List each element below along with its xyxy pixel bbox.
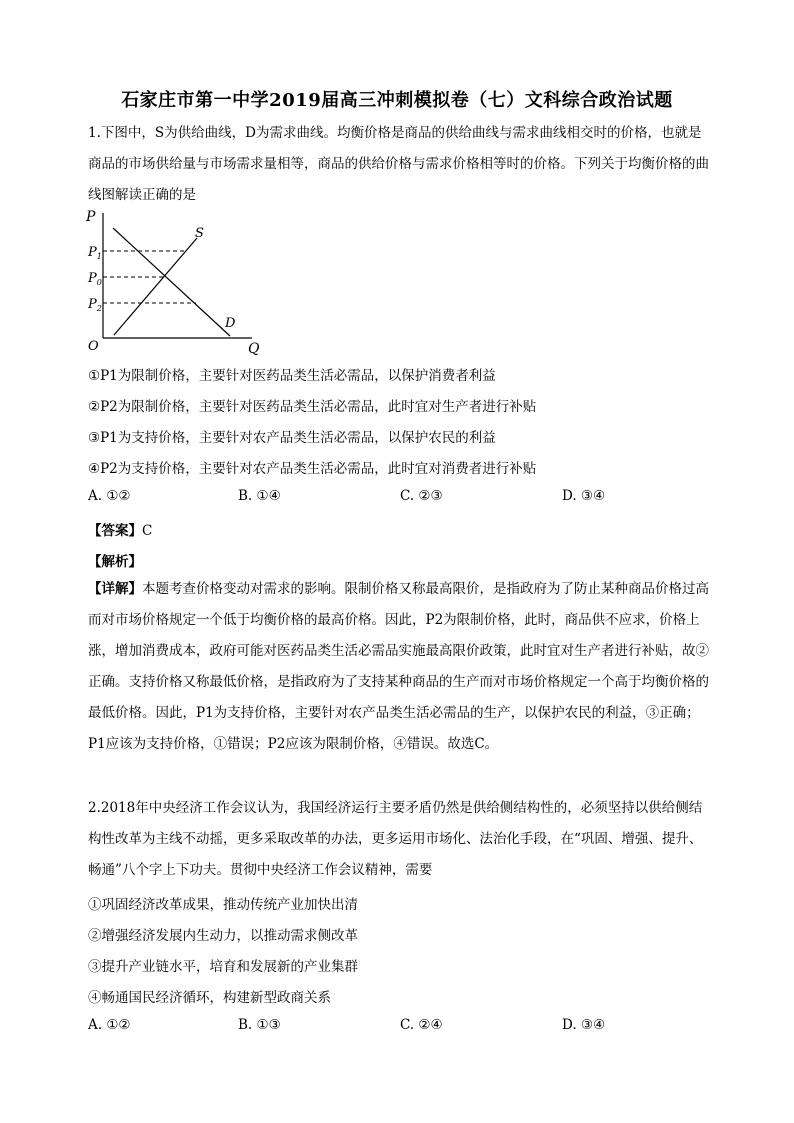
- supply-curve: [114, 238, 197, 335]
- q2-option-a: A. ①②: [88, 1017, 131, 1033]
- axis-p-label: P: [86, 209, 96, 225]
- p1-label: $P_1$: [88, 245, 102, 261]
- q1-option-a: A. ①②: [88, 488, 131, 504]
- origin-label: O: [88, 339, 99, 354]
- detail-text: 本题考查价格变动对需求的影响。限制价格又称最高限价，是指政府为了防止某种商品价格过高而对市场价格规定一个低于均衡价格的最高价格。因此，P2为限制价格，此时，商品供不应求，价格上涨，增加消费成本，政府可能对医药品类生活必需品实施最高限价政策，此时宜对生产者进行补贴，故②正确。支持价格又称最低价格，是指政府为了支持某种商品的生产而对市场价格规定一个高于均衡价格的最低价格。因此，P1为支持价格，主要针对农产品类生活必需品的生产，以保护农民的利益，③正确；P1应该为支持价格，①错误；P2应该为限制价格，④错误。故选C。: [88, 581, 709, 752]
- q2-option-b: B. ①③: [238, 1017, 281, 1033]
- page-title: 石家庄市第一中学2019届高三冲刺模拟卷（七）文科综合政治试题: [121, 90, 673, 111]
- supply-demand-figure: [80, 205, 270, 360]
- axis-q-label: Q: [248, 341, 260, 357]
- q2-option-c: C. ②④: [400, 1017, 443, 1033]
- q1-option-d: D. ③④: [562, 488, 606, 504]
- q1-item-1: ①P1为限制价格，主要针对医药品类生活必需品，以保护消费者利益: [88, 368, 496, 384]
- q1-answer: [88, 519, 152, 539]
- q1-item-2: ②P2为限制价格，主要针对医药品类生活必需品，此时宜对生产者进行补贴: [88, 399, 537, 415]
- question-1-stem: 1.下图中，S为供给曲线，D为需求曲线。均衡价格是商品的供给曲线与需求曲线相交时的价格，也就是商品的市场供给量与市场需求量相等，商品的供给价格与需求价格相等时的价格。下列关于均衡价格的曲线图解读正确的是: [88, 125, 709, 203]
- q2-item-2: ②增强经济发展内生动力，以推动需求侧改革: [88, 928, 358, 944]
- q1-option-b: B. ①④: [238, 488, 281, 504]
- demand-label: D: [225, 316, 236, 331]
- p2-label: $P_2$: [88, 297, 102, 313]
- answer-value: C: [142, 523, 153, 539]
- q1-item-3: ③P1为支持价格，主要针对农产品类生活必需品，以保护农民的利益: [88, 430, 496, 446]
- question-2-stem: 2.2018年中央经济工作会议认为，我国经济运行主要矛盾仍然是供给侧结构性的，必须坚持以供给侧结构性改革为主线不动摇，更多采取改革的办法，更多运用市场化、法治化手段，在“巩固、增强、提升、畅通”八个字上下功夫。贯彻中央经济工作会议精神，需要: [88, 800, 703, 878]
- answer-label: 【答案】: [88, 523, 142, 539]
- supply-label: S: [195, 226, 204, 241]
- demand-curve: [113, 228, 230, 336]
- q1-analysis-label: 【解析】: [88, 554, 142, 570]
- q2-item-1: ①巩固经济改革成果，推动传统产业加快出清: [88, 897, 358, 913]
- detail-label: 【详解】: [88, 581, 142, 597]
- q2-option-d: D. ③④: [562, 1017, 606, 1033]
- q1-detail: [88, 574, 713, 760]
- q1-option-c: C. ②③: [400, 488, 443, 504]
- q1-item-4: ④P2为支持价格，主要针对农产品类生活必需品，此时宜对消费者进行补贴: [88, 461, 537, 477]
- q2-item-4: ④畅通国民经济循环，构建新型政商关系: [88, 990, 331, 1006]
- q2-item-3: ③提升产业链水平，培育和发展新的产业集群: [88, 959, 358, 975]
- p0-label: $P_0$: [88, 271, 102, 287]
